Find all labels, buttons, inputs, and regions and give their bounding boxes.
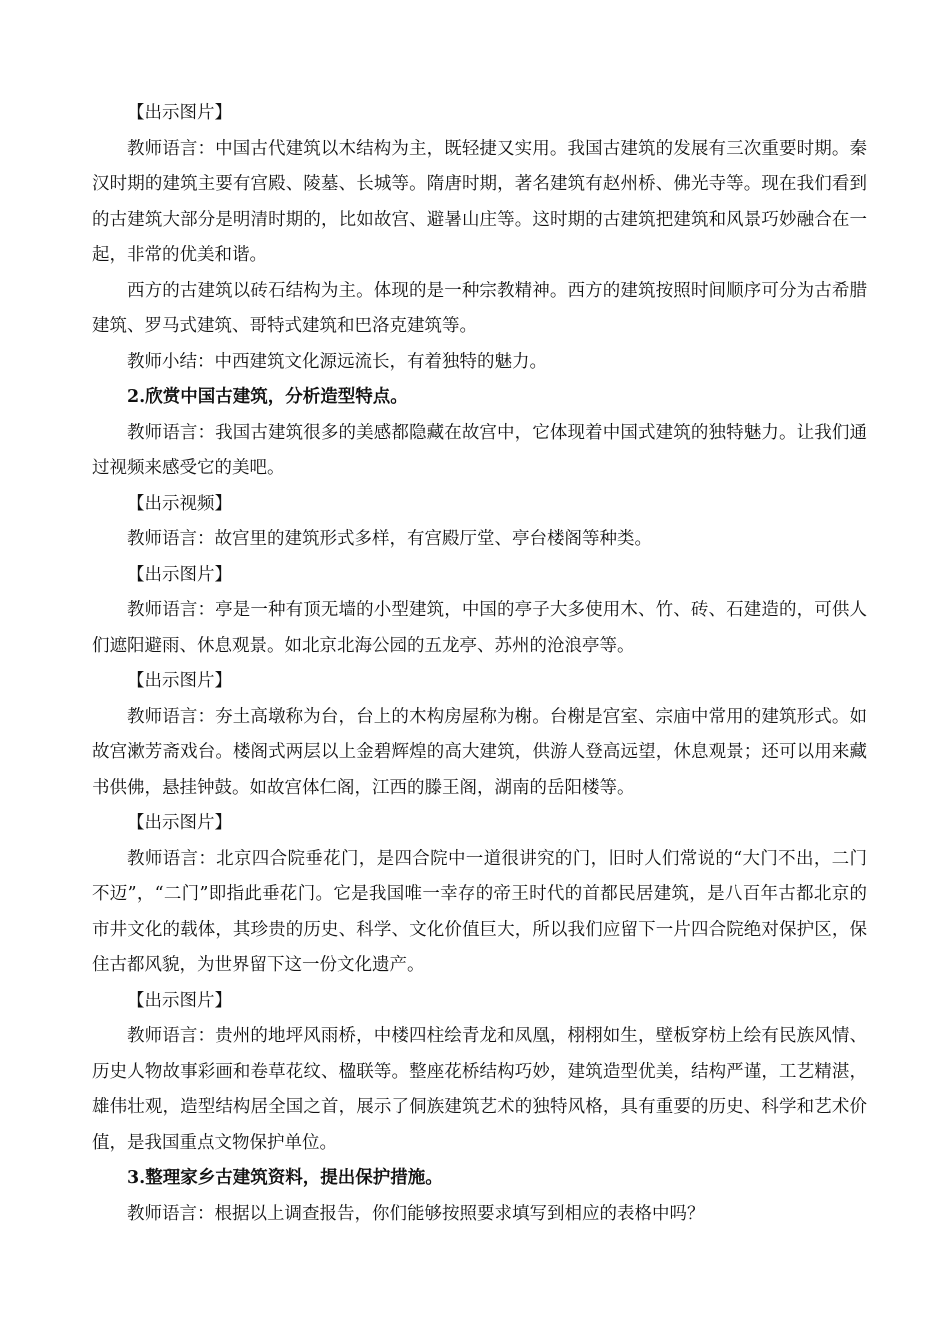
body-paragraph: 教师语言：故宫里的建筑形式多样，有宫殿厅堂、亭台楼阁等种类。 (127, 529, 652, 549)
body-paragraph: 教师语言：中国古代建筑以木结构为主，既轻捷又实用。我国古建筑的发展有三次重要时期。秦汉时期的建筑主要有宫殿、陵墓、长城等。隋唐时期，著名建筑有赵州桥、佛光寺等。现在我们看到的古建筑大部分是明清时期的，比如故宫、避暑山庄等。这时期的古建筑把建筑和风景巧妙融合在一起，非常的优美和谐。 (92, 138, 867, 265)
section-heading: 2.欣赏中国古建筑，分析造型特点。 (127, 387, 408, 407)
body-paragraph: 教师语言：我国古建筑很多的美感都隐藏在故宫中，它体现着中国式建筑的独特魅力。让我们通过视频来感受它的美吧。 (92, 422, 867, 478)
body-paragraph: 教师语言：根据以上调查报告，你们能够按照要求填写到相应的表格中吗？ (127, 1203, 705, 1224)
show-image-label: 【出示图片】 (127, 564, 232, 585)
show-image-label: 【出示图片】 (127, 813, 232, 833)
show-image-label: 【出示图片】 (127, 103, 232, 123)
section-heading: 3.整理家乡古建筑资料，提出保护措施。 (127, 1168, 443, 1188)
show-image-label: 【出示图片】 (127, 990, 232, 1011)
body-paragraph: 教师语言：夯土高墩称为台，台上的木构房屋称为榭。台榭是宫室、宗庙中常用的建筑形式。如故宫漱芳斋戏台。楼阁式两层以上金碧辉煌的高大建筑，供游人登高远望，休息观景；还可以用来藏书供佛，悬挂钟鼓。如故宫体仁阁，江西的滕王阁，湖南的岳阳楼等。 (92, 706, 867, 798)
body-paragraph: 教师语言：贵州的地坪风雨桥，中楼四柱绘青龙和凤凰，栩栩如生，壁板穿枋上绘有民族风情、历史人物故事彩画和卷草花纹、楹联等。整座花桥结构巧妙，建筑造型优美，结构严谨，工艺精湛，雄伟壮观，造型结构居全国之首，展示了侗族建筑艺术的独特风格，具有重要的历史、科学和艺术价值，是我国重点文物保护单位。 (92, 1026, 867, 1153)
document-body (92, 96, 867, 1232)
body-paragraph: 教师语言：北京四合院垂花门，是四合院中一道很讲究的门，旧时人们常说的“大门不出，二门不迈”，“二门”即指此垂花门。它是我国唯一幸存的帝王时代的首都民居建筑，是八百年古都北京的市井文化的载体，其珍贵的历史、科学、文化价值巨大，所以我们应留下一片四合院绝对保护区，保住古都风貌，为世界留下这一份文化遗产。 (92, 848, 867, 975)
show-image-label: 【出示图片】 (127, 671, 232, 691)
body-paragraph: 教师语言：亭是一种有顶无墙的小型建筑，中国的亭子大多使用木、竹、砖、石建造的，可供人们遮阳避雨、休息观景。如北京北海公园的五龙亭、苏州的沧浪亭等。 (92, 600, 867, 656)
teacher-summary: 教师小结：中西建筑文化源远流长，有着独特的魅力。 (127, 351, 547, 372)
body-paragraph: 西方的古建筑以砖石结构为主。体现的是一种宗教精神。西方的建筑按照时间顺序可分为古希腊建筑、罗马式建筑、哥特式建筑和巴洛克建筑等。 (92, 280, 867, 336)
show-video-label: 【出示视频】 (127, 493, 232, 514)
